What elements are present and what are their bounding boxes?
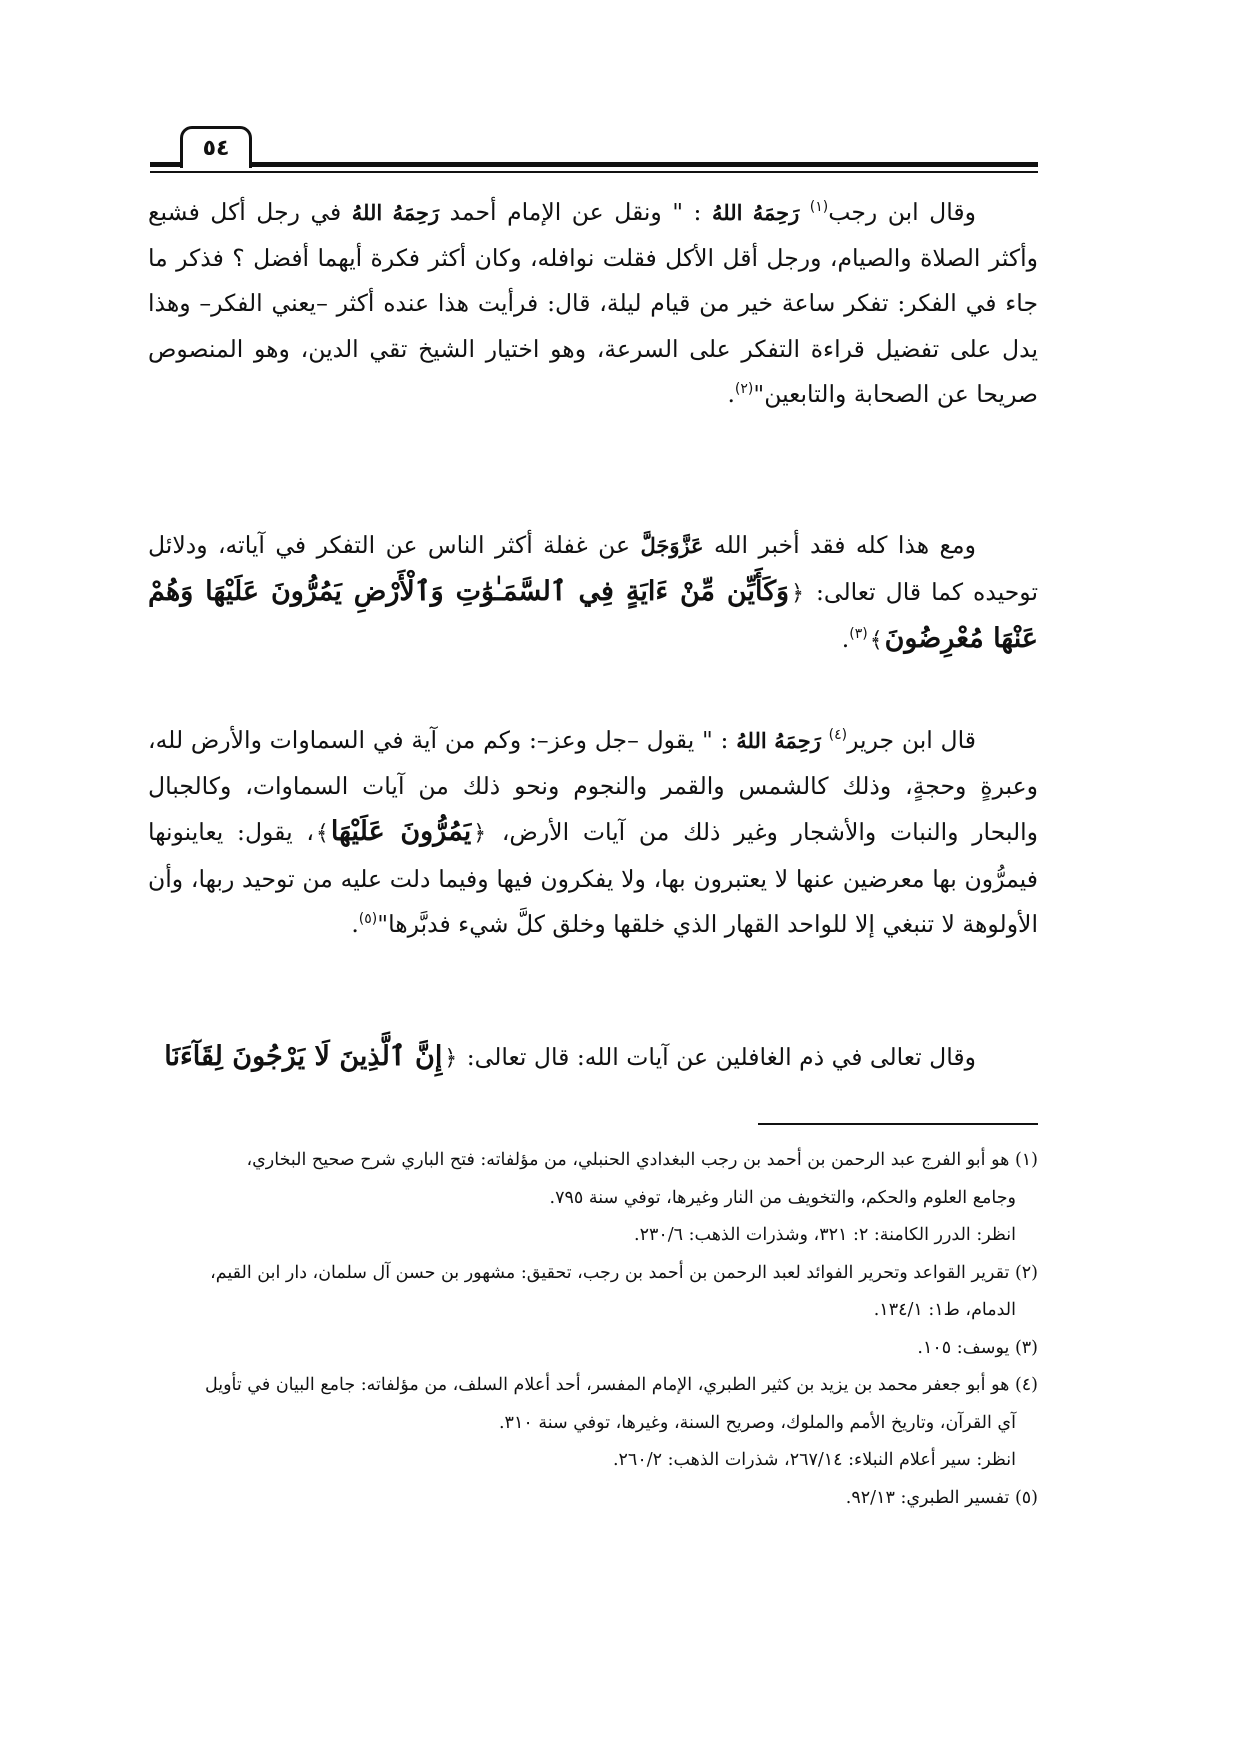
footnote-ref-3: (٣) (849, 626, 868, 643)
honorific-rahimahullah-2: رَحِمَهُ اللهُ (351, 200, 440, 225)
quran-verse: وَكَأَيِّن مِّنْ ءَايَةٍ فِي ٱلسَّمَـٰوَٰتِ وَٱلْأَرْضِ يَمُرُّونَ عَلَيْهَا وَهُمْ عَنْهَا مُعْرِضُونَ (148, 575, 1038, 654)
quran-bracket-close: ﴾ (869, 628, 883, 653)
footnote-ref-4: (٤) (828, 727, 848, 744)
footnote-3: (٣) يوسف: ١٠٥. (917, 1337, 1038, 1358)
p1-text-a: وقال ابن رجب (828, 198, 976, 226)
p4-text-a: وقال تعالى في ذم الغافلين عن آيات الله: قال تعالى: (466, 1043, 976, 1071)
quran-verse-excerpt: يَمُرُّونَ عَلَيْهَا (330, 816, 472, 847)
paragraph-3: قال ابن جرير$^{(٤)}$ رَحِمَهُ اللهُ : " يقول –جل وعز–: وكم من آية في السماوات والأرض لله، وعبرةٍ وحجةٍ، وذلك كالشمس والقمر والنجوم ونحو ذلك من آيات السماوات، وكالجبال والبحار والنبات والأشجار وغير ذلك من آيات الأرض، ﴿يَمُرُّونَ عَلَيْهَا﴾، يقول: يعاينونها فيمرُّون بها معرضين عنها لا يعتبرون بها، ولا يفكرون فيها وفيما دلت عليه من توحيد ربها، وأن الأولوهة لا تنبغي إلا للواحد القهار الذي خلقها وخلق كلَّ شيء فدبَّرها"$^{(٥)}$. (148, 726, 1038, 938)
footnote-4: (٤) هو أبو جعفر محمد بن يزيد بن كثير الطبري، الإمام المفسر، أحد أعلام السلف، من مؤلفاته: جامع البيان في تأويل (204, 1375, 1038, 1395)
footnote-ref-1: (١) (809, 199, 829, 216)
p2-text-b: عن غفلة أكثر الناس عن التفكر في آياته، ودلائل توحيده كما قال تعالى: (148, 531, 1038, 606)
p3-text-a: قال ابن جرير (847, 726, 977, 754)
footnote-1-reference: انظر: الدرر الكامنة: ٢: ٣٢١، وشذرات الذهب: ٢٣٠/٦. (633, 1225, 1016, 1245)
p3-text-b: : " يقول –جل وعز–: وكم من آية في السماوات والأرض لله، وعبرةٍ وحجةٍ، وذلك كالشمس والقمر والنجوم ونحو ذلك من آيات السماوات، وكالجبال والبحار والنبات والأشجار وغير ذلك من آيات الأرض، (148, 726, 1038, 846)
footnote-separator (758, 1123, 1038, 1125)
honorific-rahimahullah-3: رَحِمَهُ اللهُ (736, 728, 821, 753)
quran-verse: إِنَّ ٱلَّذِينَ لَا يَرْجُونَ لِقَآءَنَا (164, 1041, 443, 1072)
paragraph-2: ومع هذا كله فقد أخبر الله عَزَّوَجَلَّ عن غفلة أكثر الناس عن التفكر في آياته، ودلائل توحيده كما قال تعالى: ﴿وَكَأَيِّن مِّنْ ءَايَةٍ فِي ٱلسَّمَـٰوَٰتِ وَٱلْأَرْضِ يَمُرُّونَ عَلَيْهَا وَهُمْ عَنْهَا مُعْرِضُونَ﴾$^{(٣)}$. (148, 531, 1038, 654)
p2-text-a: ومع هذا كله فقد أخبر الله (714, 531, 976, 559)
paragraph-1: وقال ابن رجب$^{(١)}$ رَحِمَهُ اللهُ : " ونقل عن الإمام أحمد رَحِمَهُ اللهُ في رجل أكل فشبع وأكثر الصلاة والصيام، ورجل أقل الأكل فقلت نوافله، وكان أكثر فكرة أيهما أفضل ؟ فذكر ما جاء في الفكر: تفكر ساعة خير من قيام ليلة، قال: فرأيت هذا عنده أكثر –يعني الفكر– وهذا يدل على تفضيل قراءة التفكر على السرعة، وهو اختيار الشيخ تقي الدين، وهو المنصوص صريحا عن الصحابة والتابعين"$^{(٢)}$. (148, 198, 1038, 408)
quran-bracket-close: ﴾ (315, 821, 329, 846)
footnote-4-continued: آي القرآن، وتاريخ الأمم والملوك، وصريح السنة، وغيرها، توفي سنة ٣١٠. (498, 1412, 1016, 1433)
header-rule-thick (150, 162, 1038, 167)
header-rule-thin (150, 171, 1038, 173)
footnote-2: (٢) تقرير القواعد وتحرير الفوائد لعبد الرحمن بن أحمد بن رجب، تحقيق: مشهور بن حسن آل سلمان، دار ابن القيم، (210, 1262, 1038, 1283)
quran-bracket-open: ﴿ (473, 821, 487, 846)
p1-text-b: : " ونقل عن الإمام أحمد (449, 198, 702, 226)
footnote-2-continued: الدمام، ط١: ١٣٤/١. (873, 1300, 1016, 1320)
paragraph-4 (148, 1034, 1038, 1082)
footnote-1-continued: وجامع العلوم والحكم، والتخويف من النار وغيرها، توفي سنة ٧٩٥. (549, 1187, 1016, 1208)
honorific-azza-wajal: عَزَّوَجَلَّ (640, 533, 704, 558)
footnote-5: (٥) تفسير الطبري: ٩٢/١٣. (845, 1487, 1038, 1508)
page-number: ٥٤ (180, 126, 252, 168)
footnote-4-reference: انظر: سير أعلام النبلاء: ٢٦٧/١٤، شذرات الذهب: ٢٦٠/٢. (612, 1450, 1016, 1470)
footnote-ref-5: (٥) (358, 911, 378, 928)
footnote-ref-2: (٢) (734, 381, 754, 398)
honorific-rahimahullah: رَحِمَهُ اللهُ (711, 200, 800, 225)
p1-text-c: في رجل أكل فشبع وأكثر الصلاة والصيام، ورجل أقل الأكل فقلت نوافله، وكان أكثر فكرة أيهما أفضل ؟ فذكر ما جاء في الفكر: تفكر ساعة خير من قيام ليلة، قال: فرأيت هذا عنده أكثر –يعني الفكر– وهذا يدل على تفضيل قراءة التفكر على السرعة، وهو اختيار الشيخ تقي الدين، وهو المنصوص صريحا عن الصحابة والتابعين" (148, 198, 1038, 408)
footnotes (148, 1142, 1038, 1517)
p3-text-c: ، يقول: يعاينونها فيمرُّون بها معرضين عنها لا يعتبرون بها، ولا يفكرون فيها وفيما دلت عليه من توحيد ربها، وأن الأولوهة لا تنبغي إلا للواحد القهار الذي خلقها وخلق كلَّ شيء فدبَّرها" (148, 818, 1038, 938)
quran-bracket-open: ﴿ (791, 580, 804, 606)
footnote-1: (١) هو أبو الفرج عبد الرحمن بن أحمد بن رجب البغدادي الحنبلي، من مؤلفاته: فتح الباري شرح صحيح البخاري، (246, 1150, 1038, 1170)
quran-bracket-open: ﴿ (444, 1046, 458, 1071)
